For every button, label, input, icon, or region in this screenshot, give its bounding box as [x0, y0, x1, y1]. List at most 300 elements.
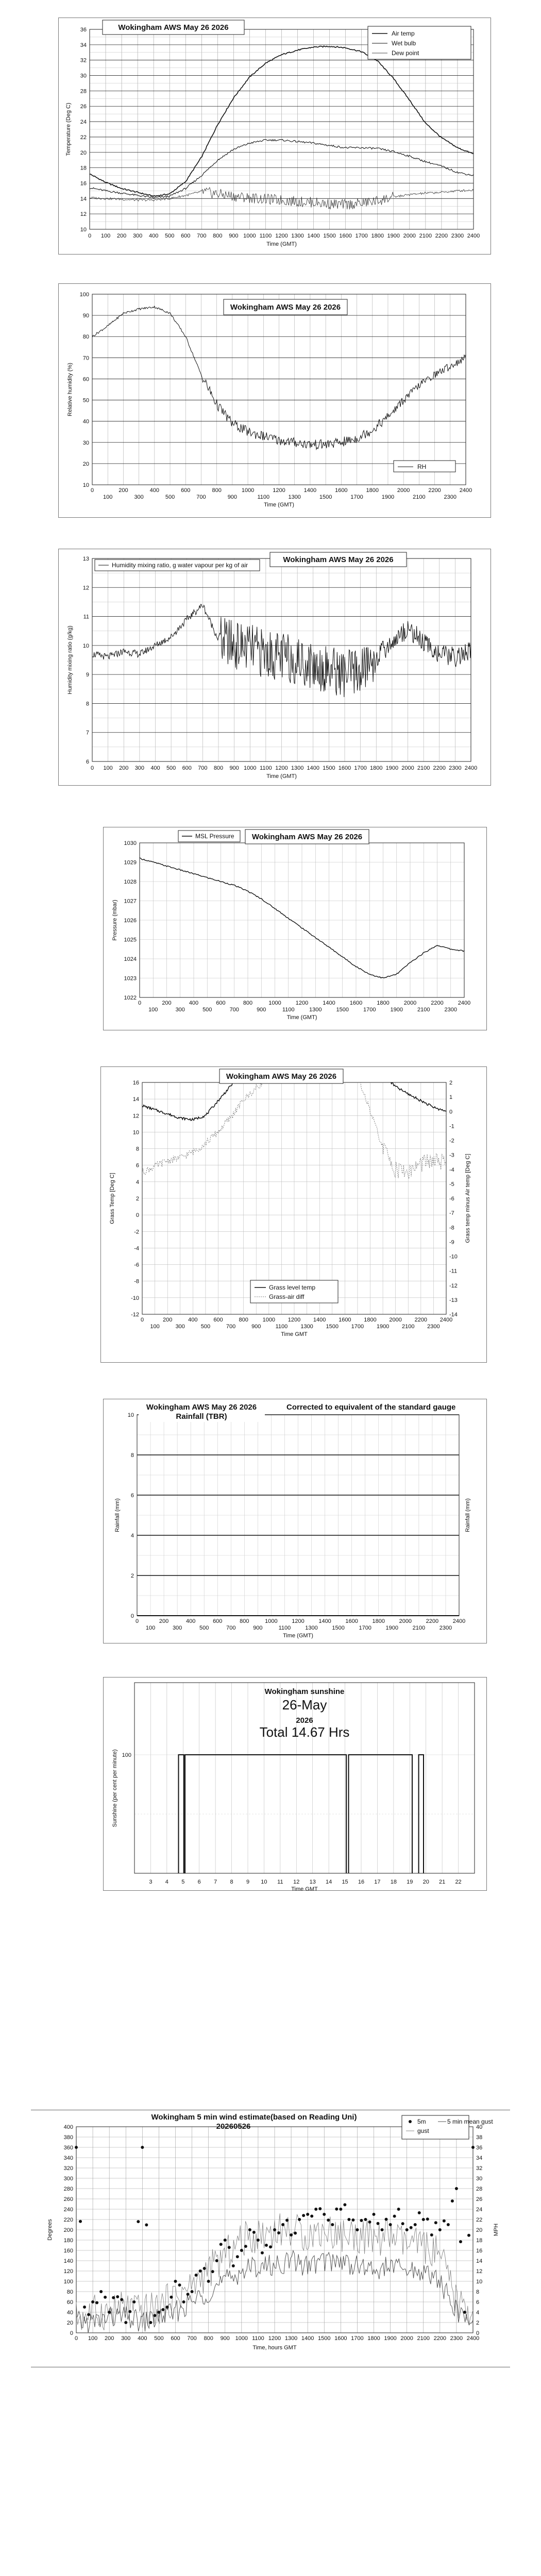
x-tick-label: 1700 [351, 2335, 364, 2342]
wind-direction-point [240, 2249, 243, 2252]
x-tick-label: 1300 [291, 233, 304, 239]
wind-direction-point [141, 2146, 144, 2149]
wind-direction-point [373, 2213, 376, 2216]
y2-tick-label: 24 [476, 2207, 483, 2213]
x-tick-label: 200 [162, 1317, 173, 1323]
x-tick-label: 1600 [335, 487, 348, 494]
y-tick-label: 4 [130, 1533, 134, 1539]
humidity-chart-panel [58, 283, 491, 518]
wind-direction-point [310, 2214, 313, 2217]
x-tick-label: 700 [197, 233, 207, 239]
wind-direction-point [99, 2290, 103, 2293]
chart-subtitle: Rainfall (TBR) [176, 1412, 227, 1421]
y-tick-label: 20 [66, 2320, 73, 2326]
x-tick-label: 1400 [303, 487, 317, 494]
x-tick-label: 1700 [350, 494, 363, 500]
wind-direction-point [132, 2300, 136, 2303]
x-tick-label: 1400 [307, 765, 319, 771]
wind-direction-point [459, 2240, 462, 2243]
y2-tick-label: -12 [449, 1282, 458, 1289]
wind-direction-point [368, 2221, 371, 2224]
x-tick-label: 2100 [417, 1007, 430, 1013]
x-tick-label: 1000 [244, 765, 257, 771]
y-tick-label: -10 [131, 1295, 139, 1301]
x-tick-label: 13 [309, 1879, 316, 1885]
rainfall-chart [104, 1399, 487, 1644]
x-axis-title: Time GMT [291, 1886, 318, 1892]
x-tick-label: 100 [88, 2335, 98, 2342]
y2-tick-label: 10 [476, 2279, 483, 2285]
y-tick-label: 22 [80, 134, 87, 141]
y-tick-label: 10 [80, 227, 87, 233]
x-tick-label: 800 [213, 765, 224, 771]
wind-direction-point [389, 2223, 392, 2226]
x-tick-label: 800 [240, 1618, 249, 1624]
y2-tick-label: 22 [476, 2217, 483, 2223]
x-tick-label: 800 [204, 2335, 213, 2342]
x-tick-label: 2300 [451, 233, 464, 239]
x-tick-label: 22 [455, 1879, 462, 1885]
x-tick-label: 900 [220, 2335, 230, 2342]
x-tick-label: 2100 [417, 765, 430, 771]
x-tick-label: 1200 [288, 1317, 301, 1323]
x-tick-label: 300 [134, 494, 144, 500]
legend-label: Air temp [392, 30, 415, 37]
x-tick-label: 600 [181, 487, 191, 494]
legend-label: RH [417, 463, 427, 470]
x-tick-label: 2000 [403, 1000, 417, 1006]
x-tick-label: 2400 [464, 765, 478, 771]
x-tick-label: 1300 [300, 1324, 313, 1330]
x-tick-label: 1900 [385, 765, 399, 771]
x-tick-label: 1500 [319, 494, 332, 500]
x-tick-label: 1300 [309, 1007, 322, 1013]
chart-total: Total 14.67 Hrs [259, 1724, 350, 1740]
x-tick-label: 1100 [257, 494, 270, 500]
x-tick-label: 1000 [268, 1000, 281, 1006]
rainfall-chart-panel [103, 1399, 487, 1643]
y-tick-label: 28 [80, 88, 87, 95]
x-tick-label: 700 [226, 1625, 236, 1631]
x-tick-label: 900 [229, 233, 239, 239]
wind-direction-point [153, 2314, 156, 2317]
wind-direction-point [170, 2296, 173, 2299]
x-tick-label: 400 [138, 2335, 147, 2342]
x-tick-label: 200 [116, 233, 127, 239]
sunshine-chart [104, 1677, 487, 1891]
x-tick-label: 500 [200, 1324, 211, 1330]
y-tick-label: 1025 [124, 937, 137, 943]
x-tick-label: 1800 [372, 1618, 385, 1624]
x-tick-label: 20 [422, 1879, 429, 1885]
x-tick-label: 21 [439, 1879, 446, 1885]
y-tick-label: 8 [136, 1146, 139, 1153]
wind-direction-point [203, 2267, 206, 2270]
x-tick-label: 1900 [376, 1324, 390, 1330]
chart-title: Wokingham AWS May 26 2026 [251, 833, 363, 841]
x-tick-label: 900 [253, 1625, 263, 1631]
x-axis-title: Time (GMT) [264, 502, 294, 508]
y-tick-label: 220 [63, 2217, 73, 2223]
x-tick-label: 100 [103, 494, 113, 500]
x-tick-label: 2300 [444, 494, 457, 500]
wind-direction-point [145, 2224, 148, 2227]
wind-direction-point [455, 2187, 458, 2190]
y-tick-label: 240 [63, 2207, 73, 2213]
y-tick-label: 100 [63, 2279, 73, 2285]
y-tick-label: 120 [63, 2268, 73, 2275]
x-tick-label: 2100 [417, 2335, 430, 2342]
x-tick-label: 500 [165, 233, 175, 239]
x-tick-label: 1900 [381, 494, 395, 500]
x-tick-label: 100 [145, 1625, 156, 1631]
x-tick-label: 400 [150, 765, 160, 771]
y-tick-label: 0 [70, 2330, 73, 2336]
x-tick-label: 200 [104, 2335, 114, 2342]
y-tick-label: 30 [82, 439, 89, 446]
x-tick-label: 1100 [278, 1625, 291, 1631]
y-tick-label: 12 [82, 585, 89, 591]
wind-direction-point [108, 2311, 111, 2314]
wind-direction-point [285, 2219, 289, 2222]
y-tick-label: 60 [82, 376, 89, 383]
y-tick-label: 32 [80, 57, 87, 64]
y-tick-label: 0 [136, 1212, 139, 1219]
x-tick-label: 2100 [413, 494, 426, 500]
x-tick-label: 1700 [351, 1324, 364, 1330]
legend-label: 5m [417, 2118, 426, 2125]
x-tick-label: 1500 [323, 765, 335, 771]
x-tick-label: 1000 [243, 233, 256, 239]
x-tick-label: 700 [226, 1324, 236, 1330]
wind-direction-point [211, 2270, 214, 2273]
y2-tick-label: 36 [476, 2145, 483, 2151]
y-tick-label: 1026 [124, 918, 137, 924]
wind-direction-point [434, 2221, 437, 2224]
wind-direction-point [273, 2228, 276, 2231]
x-tick-label: 1800 [371, 233, 384, 239]
x-tick-label: 800 [212, 487, 222, 494]
y-tick-label: 200 [63, 2227, 73, 2233]
x-tick-label: 1200 [292, 1618, 305, 1624]
wind-direction-point [104, 2296, 107, 2299]
y2-tick-label: -8 [449, 1225, 454, 1231]
y2-tick-label: -3 [449, 1152, 454, 1159]
x-tick-label: 1600 [338, 765, 351, 771]
x-tick-label: 900 [257, 1007, 266, 1013]
x-tick-label: 100 [148, 1007, 158, 1013]
wind-direction-point [447, 2223, 450, 2226]
y-tick-label: 100 [122, 1752, 131, 1758]
y-tick-label: 12 [132, 1113, 139, 1120]
x-tick-label: 2400 [459, 487, 472, 494]
x-tick-label: 2100 [412, 1625, 426, 1631]
x-tick-label: 19 [407, 1879, 413, 1885]
x-tick-label: 2200 [433, 2335, 447, 2342]
x-tick-label: 17 [374, 1879, 381, 1885]
wind-chart-panel [31, 2110, 510, 2367]
y-tick-label: -12 [131, 1312, 139, 1318]
wind-direction-point [165, 2306, 168, 2309]
wind-direction-point [364, 2218, 367, 2221]
legend-swatch [409, 2120, 412, 2123]
x-tick-label: 400 [185, 1618, 196, 1624]
x-tick-label: 1900 [385, 1625, 399, 1631]
x-tick-label: 11 [277, 1879, 283, 1885]
y-tick-label: 60 [66, 2299, 73, 2306]
y-tick-label: 340 [63, 2155, 73, 2161]
y-tick-label: -2 [134, 1229, 139, 1235]
y-tick-label: 11 [83, 614, 89, 620]
chart-title: Wokingham 5 min wind estimate(based on Reading Uni) [151, 2113, 357, 2122]
x-tick-label: 1500 [326, 1324, 339, 1330]
wind-direction-point [228, 2246, 231, 2249]
x-tick-label: 2200 [435, 233, 448, 239]
pressure-chart-panel [103, 827, 487, 1030]
x-tick-label: 400 [149, 487, 160, 494]
y-tick-label: 40 [82, 418, 89, 425]
x-tick-label: 1600 [349, 1000, 363, 1006]
x-tick-label: 900 [229, 765, 239, 771]
wind-direction-point [302, 2214, 305, 2217]
x-tick-label: 300 [134, 765, 145, 771]
x-tick-label: 2000 [397, 487, 410, 494]
y-tick-label: 300 [63, 2176, 73, 2182]
x-tick-label: 1800 [364, 1317, 377, 1323]
x-tick-label: 300 [175, 1007, 185, 1013]
y2-tick-label: -6 [449, 1196, 454, 1202]
wind-direction-point [430, 2233, 433, 2236]
wind-direction-point [187, 2293, 190, 2296]
x-tick-label: 900 [227, 494, 238, 500]
wind-direction-point [290, 2233, 293, 2236]
x-tick-label: 1300 [291, 765, 304, 771]
x-tick-label: 600 [181, 233, 191, 239]
y2-tick-label: 6 [476, 2299, 480, 2306]
x-tick-label: 1200 [268, 2335, 281, 2342]
x-tick-label: 500 [154, 2335, 164, 2342]
x-tick-label: 0 [88, 233, 92, 239]
y-tick-label: 12 [80, 211, 87, 218]
y-tick-label: 160 [63, 2248, 73, 2254]
x-tick-label: 1300 [305, 1625, 318, 1631]
wind-direction-point [418, 2211, 421, 2214]
x-tick-label: 1000 [262, 1317, 276, 1323]
wind-direction-point [443, 2219, 446, 2223]
x-tick-label: 2200 [431, 1000, 444, 1006]
wind-direction-point [401, 2222, 404, 2225]
y-tick-label: 1029 [124, 859, 137, 866]
y-tick-label: 10 [127, 1412, 134, 1418]
x-axis-title: Time (GMT) [266, 773, 297, 779]
y-tick-label: 34 [80, 42, 87, 48]
x-tick-label: 1400 [318, 1618, 331, 1624]
wind-direction-point [467, 2234, 470, 2237]
x-axis-title: Time GMT [281, 1331, 308, 1337]
y-tick-label: 50 [82, 397, 89, 404]
pressure-chart [104, 827, 487, 1031]
x-tick-label: 1400 [313, 1317, 326, 1323]
wind-direction-point [157, 2311, 160, 2314]
y-tick-label: 20 [80, 149, 87, 156]
wind-direction-point [381, 2228, 384, 2231]
legend-label: Dew point [392, 49, 419, 57]
x-tick-label: 500 [199, 1625, 209, 1631]
x-tick-label: 100 [150, 1324, 160, 1330]
y-tick-label: 36 [80, 27, 87, 33]
wind-direction-point [207, 2280, 210, 2283]
wind-direction-point [397, 2208, 400, 2211]
x-tick-label: 700 [196, 494, 206, 500]
wind-direction-point [182, 2300, 185, 2303]
wind-direction-point [75, 2146, 78, 2149]
chart-title: Wokingham AWS May 26 2026 [226, 1072, 337, 1081]
wind-direction-point [236, 2255, 239, 2258]
y2-tick-label: 26 [476, 2196, 483, 2202]
y-tick-label: 1028 [124, 879, 137, 885]
y-axis-title: Sunshine (per cent per minute) [112, 1749, 118, 1827]
x-tick-label: 600 [171, 2335, 180, 2342]
x-tick-label: 8 [230, 1879, 233, 1885]
y-tick-label: -6 [134, 1262, 139, 1268]
x-tick-label: 200 [159, 1618, 169, 1624]
sunshine-chart-panel [103, 1677, 487, 1891]
y-tick-label: 1027 [124, 898, 137, 905]
chart-title: Wokingham AWS May 26 2026 [230, 303, 341, 312]
x-tick-label: 16 [358, 1879, 365, 1885]
x-tick-label: 300 [175, 1324, 185, 1330]
y-tick-label: 40 [66, 2310, 73, 2316]
x-axis-title: Time, hours GMT [252, 2345, 297, 2351]
x-tick-label: 400 [188, 1317, 198, 1323]
x-tick-label: 2300 [444, 1007, 457, 1013]
x-tick-label: 800 [243, 1000, 253, 1006]
y2-tick-label: 14 [476, 2258, 483, 2264]
y2-tick-label: 0 [476, 2330, 480, 2336]
x-tick-label: 800 [239, 1317, 248, 1323]
wind-direction-point [161, 2308, 164, 2311]
x-tick-label: 1500 [336, 1007, 349, 1013]
x-tick-label: 2100 [402, 1324, 415, 1330]
wind-direction-point [377, 2222, 380, 2225]
wind-direction-point [298, 2218, 301, 2221]
y-tick-label: 13 [82, 556, 89, 562]
x-tick-label: 1300 [284, 2335, 298, 2342]
x-tick-label: 1100 [275, 1324, 288, 1330]
x-tick-label: 3 [149, 1879, 153, 1885]
x-tick-label: 1600 [339, 1317, 351, 1323]
wind-direction-point [91, 2300, 94, 2303]
y-tick-label: 24 [80, 119, 87, 126]
chart-title: Wokingham AWS May 26 2026 [283, 555, 394, 564]
y-tick-label: 6 [86, 759, 89, 765]
x-tick-label: 7 [214, 1879, 217, 1885]
y-tick-label: 2 [130, 1573, 134, 1579]
grass-temp-chart-panel [100, 1066, 487, 1363]
x-tick-label: 2400 [458, 1000, 471, 1006]
x-tick-label: 1600 [345, 1618, 358, 1624]
wind-direction-point [343, 2203, 346, 2206]
wind-direction-point [463, 2311, 466, 2314]
chart-date: 26-May [282, 1697, 327, 1713]
x-tick-label: 1400 [301, 2335, 314, 2342]
y2-tick-label: 38 [476, 2134, 483, 2141]
wind-direction-point [385, 2218, 388, 2221]
x-tick-label: 700 [187, 2335, 197, 2342]
y2-tick-label: 8 [476, 2289, 480, 2295]
temperature-chart [59, 18, 492, 255]
x-tick-label: 2300 [449, 765, 462, 771]
y-tick-label: 4 [136, 1179, 139, 1185]
y2-tick-label: 2 [476, 2320, 480, 2326]
x-tick-label: 1200 [275, 233, 288, 239]
wind-direction-point [232, 2264, 235, 2267]
x-tick-label: 200 [119, 487, 128, 494]
x-tick-label: 700 [229, 1007, 239, 1013]
wind-direction-point [215, 2259, 218, 2262]
y-tick-label: 280 [63, 2186, 73, 2192]
wind-direction-point [356, 2228, 359, 2231]
y2-tick-label: 20 [476, 2227, 483, 2233]
chart-title: Wokingham AWS May 26 2026 [146, 1403, 257, 1412]
y-tick-label: 9 [86, 672, 89, 679]
x-tick-label: 1200 [273, 487, 285, 494]
y2-tick-label: 28 [476, 2186, 483, 2192]
wind-direction-point [137, 2220, 140, 2223]
x-tick-label: 1800 [367, 2335, 380, 2342]
wind-direction-point [261, 2251, 264, 2255]
x-tick-label: 2000 [400, 2335, 413, 2342]
x-tick-label: 1000 [265, 1618, 278, 1624]
y-tick-label: -8 [134, 1278, 139, 1285]
y-tick-label: 100 [79, 292, 89, 298]
wind-direction-point [248, 2228, 251, 2231]
wind-direction-point [120, 2298, 123, 2301]
x-tick-label: 2400 [467, 233, 480, 239]
x-tick-label: 100 [103, 765, 113, 771]
wind-direction-point [422, 2218, 425, 2221]
x-tick-label: 1400 [323, 1000, 335, 1006]
y-tick-label: 80 [82, 334, 89, 341]
y-tick-label: 20 [82, 461, 89, 467]
x-tick-label: 1500 [332, 1625, 345, 1631]
x-tick-label: 300 [121, 2335, 131, 2342]
y-tick-label: 320 [63, 2165, 73, 2172]
wind-direction-point [219, 2243, 223, 2246]
x-tick-label: 6 [197, 1879, 201, 1885]
x-tick-label: 2000 [399, 1618, 412, 1624]
x-tick-label: 300 [172, 1625, 182, 1631]
y2-tick-label: -11 [449, 1268, 458, 1275]
humidity-chart [59, 284, 492, 518]
x-tick-label: 600 [213, 1317, 223, 1323]
y2-tick-label: -13 [449, 1297, 458, 1303]
wind-direction-point [95, 2301, 98, 2304]
x-tick-label: 1400 [307, 233, 320, 239]
wind-direction-point [174, 2280, 177, 2283]
y2-tick-label: 2 [449, 1080, 453, 1086]
x-tick-label: 0 [138, 1000, 142, 1006]
wind-chart [31, 2110, 510, 2368]
x-tick-label: 1600 [334, 2335, 347, 2342]
x-tick-label: 500 [202, 1007, 212, 1013]
wind-direction-point [323, 2213, 326, 2216]
wind-direction-point [79, 2220, 82, 2223]
x-tick-label: 2400 [439, 1317, 453, 1323]
x-tick-label: 1700 [359, 1625, 371, 1631]
legend-label: Wet bulb [392, 40, 416, 47]
x-tick-label: 100 [100, 233, 111, 239]
